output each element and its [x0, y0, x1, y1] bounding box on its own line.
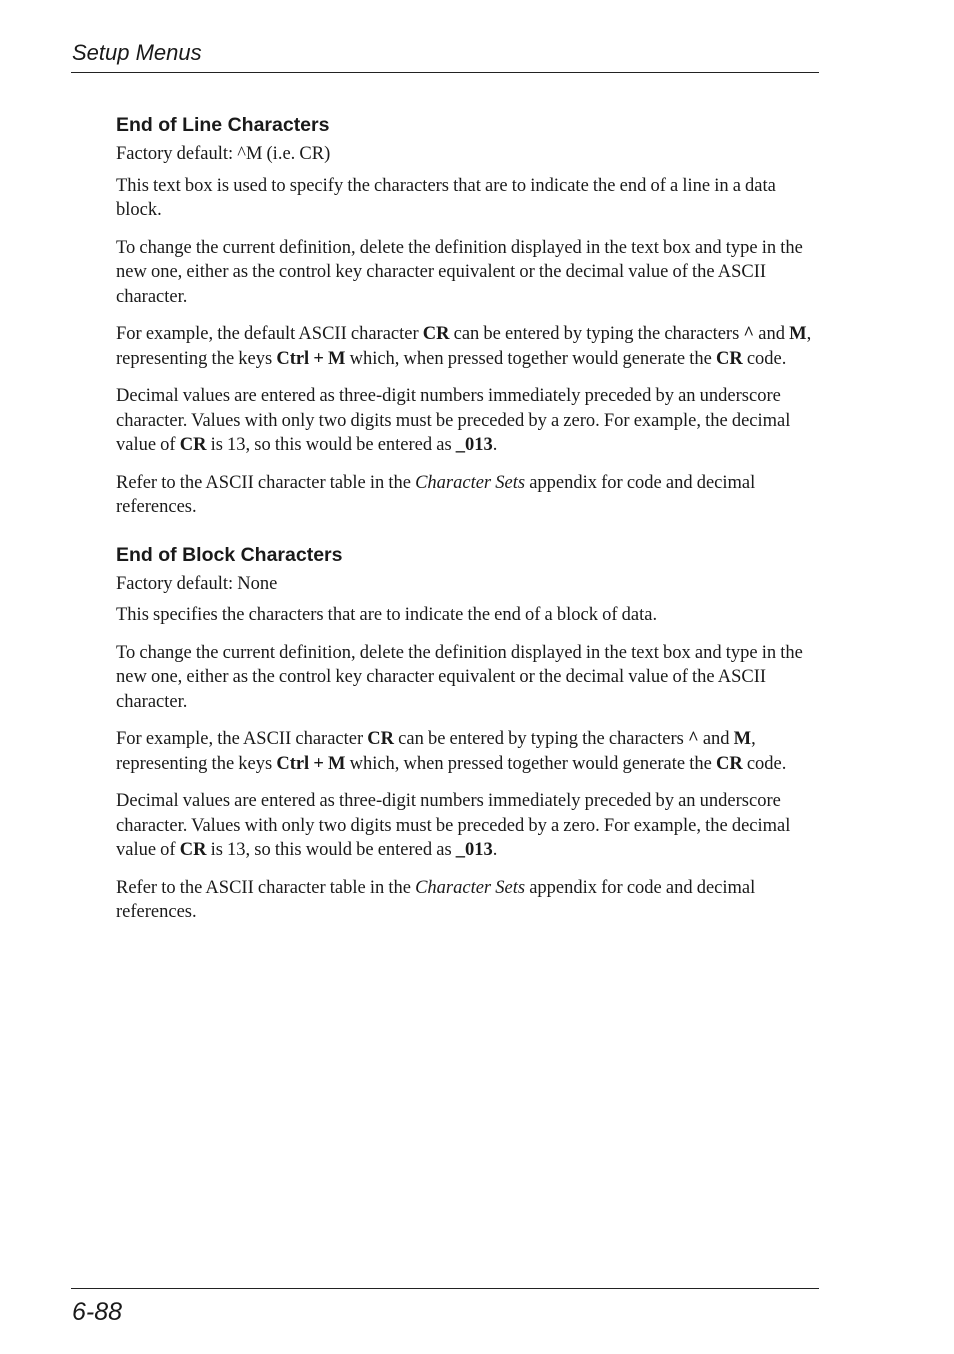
bold-run: ^	[687, 729, 699, 749]
text-run: appendix for code and decimal references.	[116, 472, 756, 517]
text-run: appendix for code and decimal references.	[116, 877, 756, 922]
description-paragraph: This text box is used to specify the characters that are to indicate the end of a line in a data block.	[116, 175, 776, 220]
section-heading: End of Block Characters	[116, 543, 343, 566]
bold-run: CR	[715, 753, 743, 774]
text-run: .	[492, 435, 498, 455]
bold-run: ^	[743, 324, 755, 344]
example-paragraph	[116, 727, 822, 776]
text-run: , representing the keys	[116, 324, 812, 369]
bold-run: CR	[715, 348, 743, 369]
text-run: , representing the keys	[116, 729, 756, 774]
bold-run: CR	[179, 435, 207, 455]
text-run: For example, the default ASCII character	[116, 324, 423, 344]
text-run: can be entered by typing the characters	[449, 324, 744, 344]
bold-run: _013	[455, 840, 493, 860]
bold-run: _013	[455, 435, 493, 455]
running-header-title: Setup Menus	[72, 40, 202, 65]
text-run: Decimal values are entered as three-digit numbers immediately preceded by an underscore character. Values with only two digits must be preceded by a zero. For example, the decimal value of	[116, 791, 791, 860]
text-run: and	[754, 324, 790, 344]
change-paragraph: To change the current definition, delete the definition displayed in the text box and type in the new one, either as the control key character equivalent or the decimal value of the ASCII character.	[116, 642, 803, 712]
bold-run: CR	[179, 840, 207, 860]
text-run: can be entered by typing the characters	[394, 729, 688, 749]
text-run: is 13, so this would be entered as	[206, 435, 456, 455]
example-paragraph	[116, 322, 822, 371]
text-run: is 13, so this would be entered as	[206, 840, 456, 860]
decimal-paragraph	[116, 789, 822, 863]
factory-default: Factory default: None	[116, 573, 278, 594]
description-paragraph: This specifies the characters that are to indicate the end of a block of data.	[116, 605, 658, 625]
section-end-of-block	[116, 542, 822, 925]
bold-run: Ctrl + M	[276, 348, 346, 369]
page-header	[71, 38, 819, 73]
refer-paragraph	[116, 471, 822, 520]
text-run: code.	[742, 348, 787, 369]
factory-default: Factory default: ^M (i.e. CR)	[116, 144, 331, 164]
decimal-paragraph	[116, 384, 822, 458]
refer-paragraph	[116, 876, 822, 925]
italic-run: Character Sets	[415, 472, 526, 493]
page-content	[116, 112, 822, 947]
text-run: and	[698, 729, 734, 749]
italic-run: Character Sets	[415, 877, 526, 898]
section-end-of-line	[116, 112, 822, 520]
section-heading: End of Line Characters	[116, 114, 330, 136]
text-run: Decimal values are entered as three-digit numbers immediately preceded by an underscore character. Values with only two digits must be preceded by a zero. For example, the decimal value of	[116, 386, 791, 455]
page-footer	[71, 1288, 819, 1326]
text-run: code.	[742, 753, 787, 774]
bold-run: CR	[422, 324, 450, 344]
text-run: Refer to the ASCII character table in the	[116, 472, 416, 493]
bold-run: M	[789, 324, 807, 344]
change-paragraph: To change the current definition, delete the definition displayed in the text box and type in the new one, either as the control key character equivalent or the decimal value of the ASCII character.	[116, 237, 803, 307]
bold-run: CR	[367, 729, 395, 749]
text-run: Refer to the ASCII character table in the	[116, 877, 416, 898]
text-run: which, when pressed together would generate the	[345, 753, 716, 774]
page-number: 6-88	[72, 1298, 123, 1326]
bold-run: Ctrl + M	[276, 753, 346, 774]
text-run: For example, the ASCII character	[116, 729, 368, 749]
text-run: .	[492, 840, 498, 860]
text-run: which, when pressed together would generate the	[345, 348, 716, 369]
bold-run: M	[733, 729, 752, 749]
